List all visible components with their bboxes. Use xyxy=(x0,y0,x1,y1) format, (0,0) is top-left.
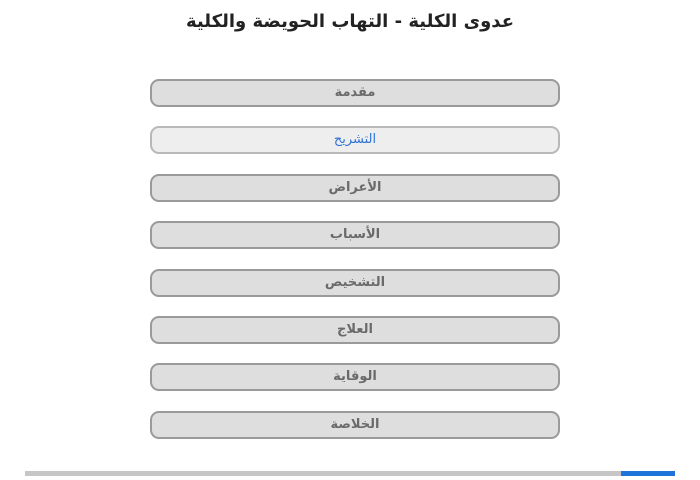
menu-item-causes[interactable]: الأسباب xyxy=(150,221,560,249)
menu-item-prevention[interactable]: الوقاية xyxy=(150,363,560,391)
menu-item-introduction[interactable]: مقدمة xyxy=(150,79,560,107)
menu-item-anatomy[interactable]: التشريح xyxy=(150,126,560,154)
menu-item-diagnosis[interactable]: التشخيص xyxy=(150,269,560,297)
chapter-menu xyxy=(150,79,560,458)
progress-bar-fill xyxy=(621,471,675,476)
menu-item-treatment[interactable]: العلاج xyxy=(150,316,560,344)
menu-item-summary[interactable]: الخلاصة xyxy=(150,411,560,439)
progress-bar xyxy=(25,471,675,476)
page-title: عدوى الكلية - التهاب الحويضة والكلية xyxy=(186,11,514,32)
menu-item-symptoms[interactable]: الأعراض xyxy=(150,174,560,202)
